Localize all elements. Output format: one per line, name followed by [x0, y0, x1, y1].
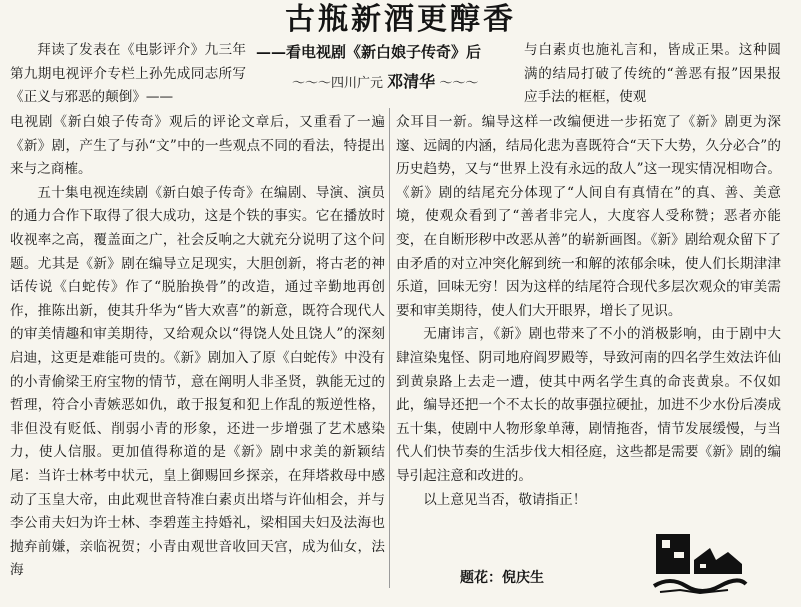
paragraph: 与白素贞也施礼言和，皆成正果。这种圆满的结局打破了传统的“善恶有报”因果报应手法的框框，使观 — [524, 42, 781, 106]
column-1 — [10, 111, 385, 583]
paragraph: 无庸讳言，《新》剧也带来了不小的消极影响，由于剧中大肆渲染鬼怪、阴司地府阎罗殿等，导致河南的四名学生效法许仙到黄泉路上去走一遭，使其中两名学生真的命丧黄泉。不仅如此，编导还把一个不太长的故事强拉硬扯，加进不少水份后凑成五十集，使剧中人物形象单薄，剧情拖沓，情节发展缓慢，与当代人们快节奏的生活步伐大相径庭，这些都是需要《新》剧的编导引起注意和改进的。 — [396, 326, 781, 484]
column-2 — [396, 111, 781, 512]
article-subtitle: ——看电视剧《新白娘子传奇》后 — [256, 43, 482, 61]
column-divider — [389, 108, 390, 588]
author-name: 邓清华 — [387, 72, 436, 91]
illustration-credit: 题花：倪庆生 — [460, 570, 544, 586]
author-line — [292, 72, 512, 94]
decorative-illustration-icon — [650, 530, 748, 596]
author-location: ～～～四川广元 — [292, 76, 384, 91]
author-suffix: ～～～ — [439, 76, 479, 91]
paragraph: 众耳目一新。编导这样一改编便进一步拓宽了《新》剧更为深邃、远阔的内涵，结局化悲为喜既符合“天下大势，久分必合”的历史趋势，又与“世界上没有永远的敌人”这一现实情况相吻合。《新》剧的结尾充分体现了“人间自有真情在”的真、善、美意境，使观众看到了“善者非完人，大度容人受称赞；恶者亦能变，在自断形秽中改恶从善”的崭新画图。《新》剧给观众留下了由矛盾的对立冲突化解到统一和解的浓郁余味，使人们长期津津乐道，回味无穷！因为这样的结尾符合现代多层次观众的审美需要和审美期待，使人们大开眼界，增长了见识。 — [396, 114, 781, 319]
paragraph: 五十集电视连续剧《新白娘子传奇》在编剧、导演、演员的通力合作下取得了很大成功，这是个铁的事实。它在播放时收视率之高，覆盖面之广，社会反响之大就充分说明了这个问题。尤其是《新》剧在编导立足现实，大胆创新，将古老的神话传说《白蛇传》作了“脱胎换骨”的改造，通过辛勤地再创作，推陈出新，使其升华为“皆大欢喜”的新意，既符合现代人的审美情趣和审美期待，又给观众以“得饶人处且饶人”的深刻启迪，这更是难能可贵的。《新》剧加入了原《白蛇传》中没有的小青偷梁王府宝物的情节，意在阐明人非圣贤，孰能无过的哲理，符合小青嫉恶如仇，敢于报复和犯上作乱的叛逆性格，非但没有贬低、削弱小青的形象，还进一步增强了艺术感染力，使人信服。更加值得称道的是《新》剧中求美的新颖结尾：当许士林考中状元，皇上御赐回乡探亲，在拜塔救母中感动了玉皇大帝，由此观世音特准白素贞出塔与许仙相会，并与李公甫夫妇为许士林、李碧莲主持婚礼，梁相国夫妇及法海也抛弃前嫌，亲临祝贺；小青由观世音收回天宫，成为仙女，法海 — [10, 184, 385, 579]
column-1-top — [10, 39, 246, 110]
article-title: 古瓶新酒更醇香 — [285, 2, 516, 37]
column-2-top — [524, 39, 781, 110]
paragraph: 电视剧《新白娘子传奇》观后的评论文章后，又重看了一遍《新》剧，产生了与孙“文”中的一些观点不同的看法，特提出来与之商榷。 — [10, 114, 385, 178]
paragraph: 拜读了发表在《电影评介》九三年第九期电视评介专栏上孙先成同志所写《正义与邪恶的颠倒》—— — [10, 42, 246, 106]
paragraph: 以上意见当否，敬请指正！ — [423, 491, 587, 508]
